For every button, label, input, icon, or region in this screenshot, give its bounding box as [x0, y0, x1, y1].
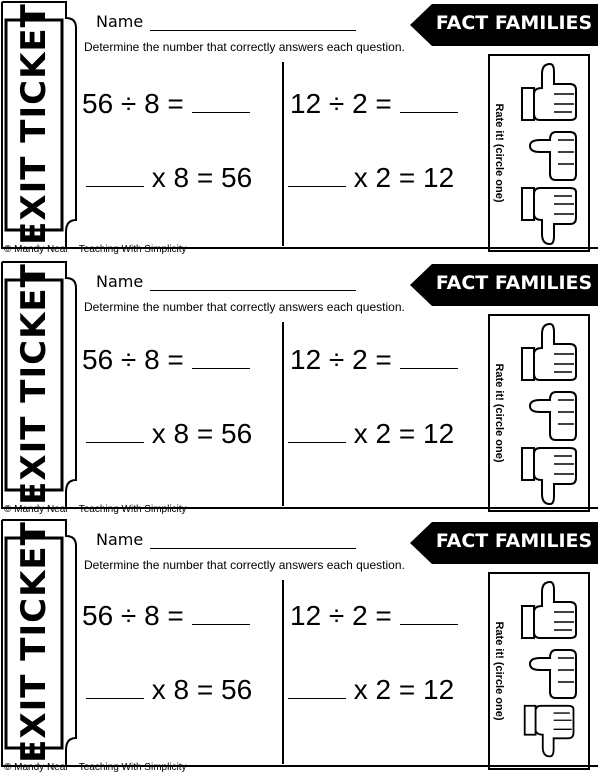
column-divider	[282, 62, 284, 246]
exit-ticket-stub: EXIT TICKET	[14, 521, 54, 763]
answer-blank[interactable]	[192, 600, 250, 625]
answer-blank[interactable]	[400, 600, 458, 625]
thumbs-down-icon[interactable]	[520, 704, 580, 760]
name-label: Name	[96, 272, 144, 291]
answer-blank[interactable]	[288, 162, 346, 187]
banner-title: FACT FAMILIES	[435, 272, 593, 294]
name-label: Name	[96, 12, 144, 31]
problem-1-left: 56 ÷ 8 =	[82, 344, 250, 376]
answer-blank[interactable]	[86, 674, 144, 699]
answer-blank[interactable]	[86, 418, 144, 443]
answer-blank[interactable]	[400, 88, 458, 113]
answer-blank[interactable]	[400, 344, 458, 369]
problem-2-left: x 8 = 56	[86, 162, 252, 194]
directions: Determine the number that correctly answers each question.	[84, 40, 405, 54]
credit-line: © Mandy Neal ~ Teaching With Simplicity	[4, 762, 187, 773]
problem-1-right: 12 ÷ 2 =	[290, 600, 458, 632]
name-label: Name	[96, 530, 144, 549]
rate-label: Rate it! (circle one)	[493, 621, 505, 721]
name-field[interactable]	[150, 290, 356, 291]
column-divider	[282, 322, 284, 506]
problem-2-right: x 2 = 12	[288, 674, 454, 706]
answer-blank[interactable]	[86, 162, 144, 187]
thumbs-up-icon[interactable]	[520, 320, 580, 382]
answer-blank[interactable]	[192, 344, 250, 369]
answer-blank[interactable]	[288, 418, 346, 443]
thumbs-sideways-icon[interactable]	[520, 642, 580, 700]
thumbs-sideways-icon[interactable]	[520, 124, 580, 182]
directions: Determine the number that correctly answers each question.	[84, 558, 405, 572]
exit-ticket	[0, 0, 600, 258]
exit-ticket	[0, 260, 600, 518]
problem-2-left: x 8 = 56	[86, 674, 252, 706]
thumbs-up-icon[interactable]	[520, 578, 580, 640]
exit-ticket	[0, 518, 600, 776]
banner-title: FACT FAMILIES	[435, 12, 593, 34]
rate-label: Rate it! (circle one)	[493, 103, 505, 203]
answer-blank[interactable]	[288, 674, 346, 699]
column-divider	[282, 580, 284, 764]
name-field[interactable]	[150, 30, 356, 31]
thumbs-down-icon[interactable]	[520, 446, 580, 508]
problem-2-right: x 2 = 12	[288, 162, 454, 194]
rate-label: Rate it! (circle one)	[493, 363, 505, 463]
directions: Determine the number that correctly answers each question.	[84, 300, 405, 314]
answer-blank[interactable]	[192, 88, 250, 113]
banner-title: FACT FAMILIES	[435, 530, 593, 552]
thumbs-sideways-icon[interactable]	[520, 384, 580, 442]
thumbs-up-icon[interactable]	[520, 60, 580, 122]
name-field[interactable]	[150, 548, 356, 549]
credit-line: © Mandy Neal ~ Teaching With Simplicity	[4, 504, 187, 515]
problem-1-right: 12 ÷ 2 =	[290, 344, 458, 376]
problem-2-right: x 2 = 12	[288, 418, 454, 450]
thumbs-down-icon[interactable]	[520, 186, 580, 248]
exit-ticket-stub: EXIT TICKET	[14, 3, 54, 245]
problem-1-right: 12 ÷ 2 =	[290, 88, 458, 120]
problem-2-left: x 8 = 56	[86, 418, 252, 450]
exit-ticket-stub: EXIT TICKET	[14, 263, 54, 505]
credit-line: © Mandy Neal ~ Teaching With Simplicity	[4, 244, 187, 255]
problem-1-left: 56 ÷ 8 =	[82, 88, 250, 120]
problem-1-left: 56 ÷ 8 =	[82, 600, 250, 632]
